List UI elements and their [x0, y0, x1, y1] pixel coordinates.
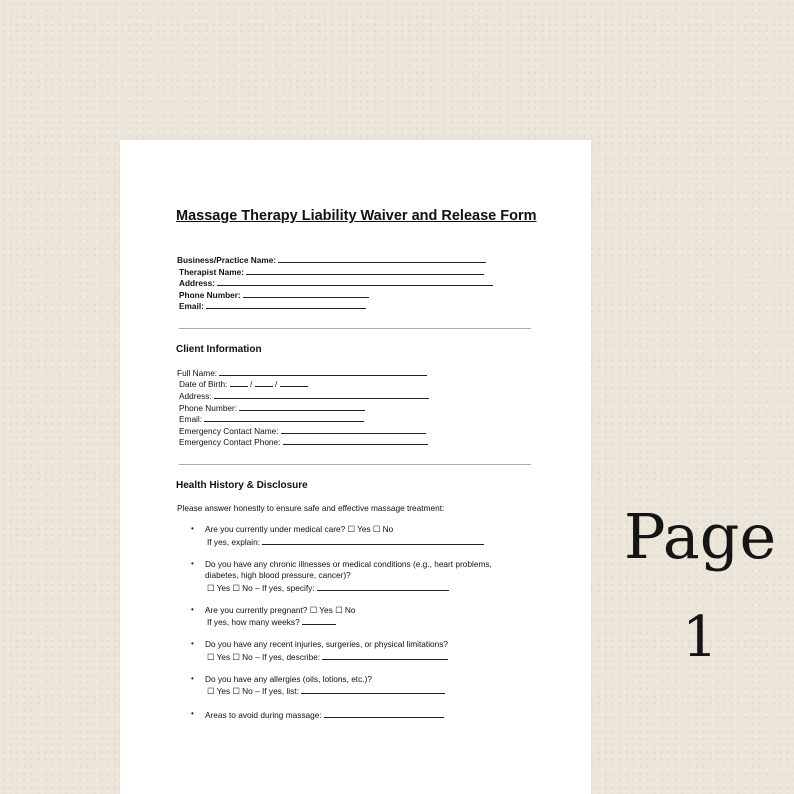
- dob-year-field[interactable]: [280, 378, 308, 387]
- business-address-row: [179, 277, 493, 289]
- bullet: •: [191, 674, 194, 683]
- q5-list-field[interactable]: [301, 685, 445, 694]
- emergency-name-label: Emergency Contact Name:: [179, 426, 279, 436]
- client-dob-row: [179, 378, 308, 390]
- q6-question: Areas to avoid during massage:: [205, 710, 322, 720]
- q1-explain-field[interactable]: [262, 536, 484, 545]
- bullet: •: [191, 639, 194, 648]
- therapist-name-field[interactable]: [246, 266, 484, 275]
- bullet: •: [191, 709, 194, 718]
- business-name-label: Business/Practice Name:: [177, 255, 277, 265]
- page-label-number: 1: [682, 605, 718, 670]
- q4-describe-field[interactable]: [322, 651, 448, 660]
- q2-followup-label: ☐ Yes ☐ No – If yes, specify:: [207, 583, 315, 593]
- q6-row: [205, 709, 444, 721]
- q5-followup-label: ☐ Yes ☐ No – If yes, list:: [207, 686, 299, 696]
- dob-separator: /: [274, 379, 278, 389]
- q3-weeks-field[interactable]: [302, 616, 336, 625]
- client-full-name-label: Full Name:: [177, 368, 218, 378]
- q1-question: Are you currently under medical care? ☐ Yes ☐ No: [205, 524, 394, 534]
- business-email-field[interactable]: [206, 300, 366, 309]
- client-email-row: [179, 413, 364, 425]
- emergency-phone-row: [179, 436, 428, 448]
- business-address-label: Address:: [179, 278, 215, 288]
- business-email-row: [179, 300, 366, 312]
- client-phone-label: Phone Number:: [179, 403, 238, 413]
- business-address-field[interactable]: [217, 277, 493, 286]
- health-history-heading: Health History & Disclosure: [176, 480, 308, 491]
- dob-day-field[interactable]: [255, 378, 273, 387]
- business-phone-label: Phone Number:: [179, 290, 241, 300]
- emergency-name-field[interactable]: [281, 425, 426, 434]
- health-intro: Please answer honestly to ensure safe and effective massage treatment:: [177, 503, 445, 513]
- page-label-word: Page: [623, 500, 777, 573]
- client-address-field[interactable]: [214, 390, 429, 399]
- dob-separator: /: [250, 379, 253, 389]
- client-info-heading: Client Information: [176, 344, 262, 355]
- client-phone-field[interactable]: [239, 402, 365, 411]
- emergency-phone-label: Emergency Contact Phone:: [179, 437, 281, 447]
- business-email-label: Email:: [179, 301, 204, 311]
- business-name-field[interactable]: [278, 254, 486, 263]
- bullet: •: [191, 524, 194, 533]
- q4-followup-label: ☐ Yes ☐ No – If yes, describe:: [207, 652, 321, 662]
- q2-specify-field[interactable]: [317, 582, 449, 591]
- therapist-name-label: Therapist Name:: [179, 267, 245, 277]
- q6-areas-field[interactable]: [324, 709, 444, 718]
- q3-followup-label: If yes, how many weeks?: [207, 617, 300, 627]
- form-page: [120, 140, 591, 794]
- client-email-label: Email:: [179, 414, 203, 424]
- q1-followup-label: If yes, explain:: [207, 537, 261, 547]
- q3-question: Are you currently pregnant? ☐ Yes ☐ No: [205, 605, 356, 615]
- divider: [179, 464, 531, 465]
- divider: [179, 328, 531, 329]
- business-name-row: [177, 254, 486, 266]
- client-address-label: Address:: [179, 391, 212, 401]
- client-dob-label: Date of Birth:: [179, 379, 228, 389]
- emergency-phone-field[interactable]: [283, 436, 428, 445]
- q4-followup-row: [207, 651, 448, 663]
- q2-question-line1: Do you have any chronic illnesses or medical conditions (e.g., heart problems,: [205, 559, 492, 569]
- q3-followup-row: [207, 616, 336, 628]
- q5-question: Do you have any allergies (oils, lotions, etc.)?: [205, 674, 372, 684]
- client-full-name-field[interactable]: [219, 367, 427, 376]
- business-phone-field[interactable]: [243, 289, 369, 298]
- q5-followup-row: [207, 685, 445, 697]
- q4-question: Do you have any recent injuries, surgeries, or physical limitations?: [205, 639, 449, 649]
- form-title: Massage Therapy Liability Waiver and Release Form: [176, 208, 537, 224]
- dob-month-field[interactable]: [230, 378, 248, 387]
- bullet: •: [191, 559, 194, 568]
- bullet: •: [191, 605, 194, 614]
- q1-followup-row: [207, 536, 484, 548]
- q2-followup-row: [207, 582, 449, 594]
- q2-question-line2: diabetes, high blood pressure, cancer)?: [205, 570, 351, 580]
- client-address-row: [179, 390, 429, 402]
- client-email-field[interactable]: [204, 413, 364, 422]
